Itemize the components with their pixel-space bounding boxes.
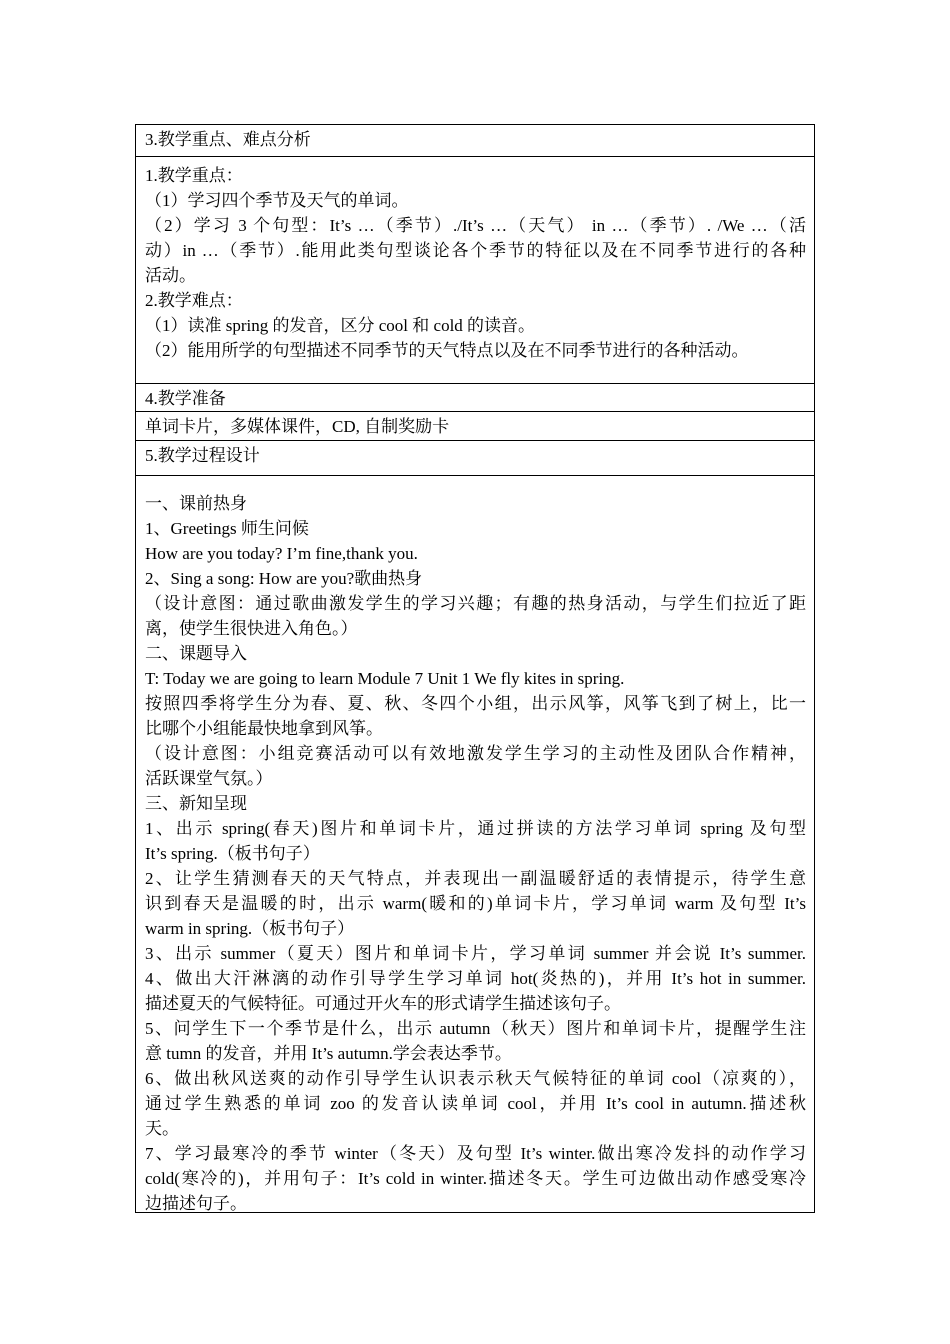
text-line: 5、问学生下一个季节是什么，出示 autumn（秋天）图片和单词卡片，提醒学生注 <box>145 1019 806 1038</box>
section-4-header <box>135 384 815 412</box>
section-5-header <box>135 441 815 476</box>
text-line: 6、做出秋风送爽的动作引导学生认识表示秋天气候特征的单词 cool（凉爽的）， <box>145 1069 806 1088</box>
text-line: 通过学生熟悉的单词 zoo 的发音认读单词 cool，并用 It’s cool in autumn.描述秋 <box>145 1094 806 1113</box>
text-line: 三、新知呈现 <box>145 794 247 813</box>
text-line: 按照四季将学生分为春、夏、秋、冬四个小组，出示风筝，风筝飞到了树上，比一 <box>145 694 806 713</box>
text-line: It’s spring.（板书句子） <box>145 844 320 863</box>
text-line: 1、出示 spring(春天)图片和单词卡片，通过拼读的方法学习单词 spring 及句型 <box>145 819 806 838</box>
text-line: （2）能用所学的句型描述不同季节的天气特点以及在不同季节进行的各种活动。 <box>145 341 749 360</box>
text-line: （设计意图：小组竞赛活动可以有效地激发学生学习的主动性及团队合作精神， <box>145 744 806 763</box>
text-line: 3、出示 summer（夏天）图片和单词卡片，学习单词 summer 并会说 It’s summer. <box>145 944 806 963</box>
text-line: （2）学习 3 个句型：It’s …（季节）./It’s …（天气） in …（季节）. /We …（活 <box>145 216 806 235</box>
text-line: 活动。 <box>145 266 196 285</box>
text-line: T: Today we are going to learn Module 7 Unit 1 We fly kites in spring. <box>145 669 625 688</box>
text-line: How are you today? I’m fine,thank you. <box>145 544 418 563</box>
section-4-body <box>135 412 815 441</box>
section-4-title: 4.教学准备 <box>145 389 226 408</box>
text-line: 二、课题导入 <box>145 644 247 663</box>
section-3-header <box>135 124 815 157</box>
lesson-plan-table <box>135 124 815 1213</box>
text-line: 天。 <box>145 1119 179 1138</box>
text-line: 边描述句子。 <box>145 1194 247 1213</box>
text-line: 4、做出大汗淋漓的动作引导学生学习单词 hot(炎热的)，并用 It’s hot in summer. <box>145 969 806 988</box>
section-4-content: 单词卡片，多媒体课件，CD, 自制奖励卡 <box>145 417 450 436</box>
text-line: 意 tumn 的发音，并用 It’s autumn.学会表达季节。 <box>145 1044 512 1063</box>
text-line: cold(寒冷的)，并用句子：It’s cold in winter.描述冬天。学生可边做出动作感受寒冷 <box>145 1169 806 1188</box>
text-line: （设计意图：通过歌曲激发学生的学习兴趣；有趣的热身活动，与学生们拉近了距 <box>145 594 806 613</box>
text-line: 1.教学重点： <box>145 166 243 185</box>
text-line: （1）学习四个季节及天气的单词。 <box>145 191 409 210</box>
section-3-body <box>135 157 815 384</box>
text-line: 动）in …（季节）.能用此类句型谈论各个季节的特征以及在不同季节进行的各种 <box>145 241 806 260</box>
text-line: 2.教学难点： <box>145 291 243 310</box>
section-5-title: 5.教学过程设计 <box>145 446 260 465</box>
text-line: 描述夏天的气候特征。可通过开火车的形式请学生描述该句子。 <box>145 994 621 1013</box>
text-line: （1）读准 spring 的发音，区分 cool 和 cold 的读音。 <box>145 316 536 335</box>
text-line: 2、Sing a song: How are you?歌曲热身 <box>145 569 423 588</box>
text-line: 2、让学生猜测春天的天气特点，并表现出一副温暖舒适的表情提示，待学生意 <box>145 869 806 888</box>
text-line: 1、Greetings 师生问候 <box>145 519 309 538</box>
section-3-title: 3.教学重点、难点分析 <box>145 130 311 149</box>
text-line: warm in spring.（板书句子） <box>145 919 355 938</box>
section-5-body <box>135 476 815 1213</box>
text-line: 比哪个小组能最快地拿到风筝。 <box>145 719 383 738</box>
text-line: 离，使学生很快进入角色。） <box>145 619 358 638</box>
text-line: 识到春天是温暖的时，出示 warm(暖和的)单词卡片，学习单词 warm 及句型 It’s <box>145 894 806 913</box>
text-line: 活跃课堂气氛。） <box>145 769 273 788</box>
text-line: 7、学习最寒冷的季节 winter（冬天）及句型 It’s winter.做出寒冷发抖的动作学习 <box>145 1144 806 1163</box>
text-line: 一、课前热身 <box>145 494 247 513</box>
